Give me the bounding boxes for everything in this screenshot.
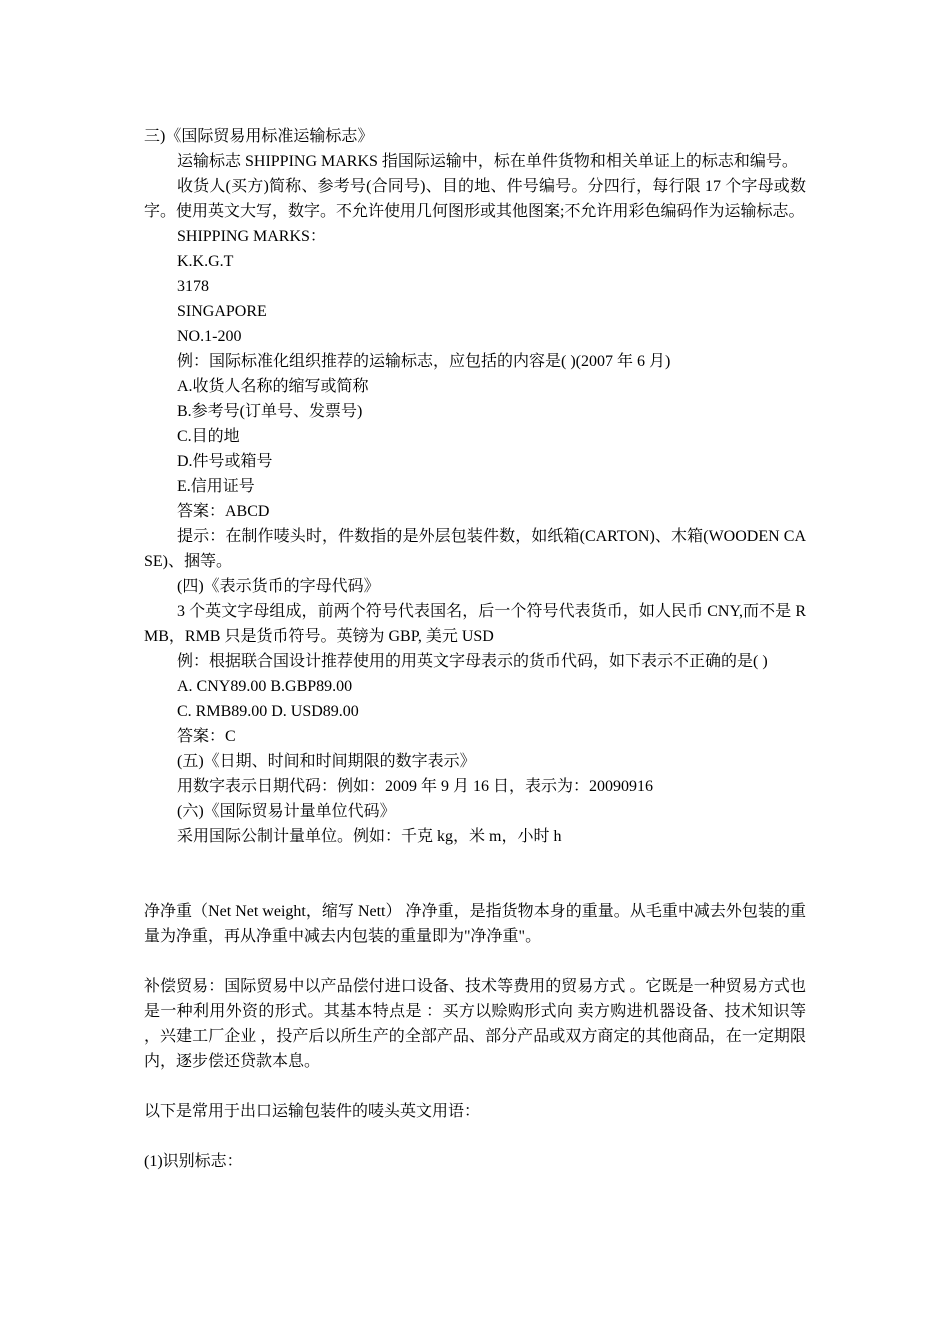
currency-code-description: 3 个英文字母组成，前两个符号代表国名，后一个符号代表货币，如人民币 CNY,而不是 RMB，RMB 只是货币符号。英镑为 GBP, 美元 USD xyxy=(144,603,806,645)
option-a: A.收货人名称的缩写或简称 xyxy=(177,378,369,395)
identification-heading: (1)识别标志： xyxy=(144,1153,243,1170)
marks-line-reference: 3178 xyxy=(177,278,209,295)
spacer xyxy=(144,849,806,899)
marks-line-number: NO.1-200 xyxy=(177,328,242,345)
shipping-marks-rules: 收货人(买方)简称、参考号(合同号)、目的地、件号编号。分四行，每行限 17 个字母或数字。使用英文大写，数字。不允许使用几何图形或其他图案;不允许用彩色编码作为运输标志。 xyxy=(144,178,806,220)
spacer xyxy=(144,1074,806,1099)
document-page xyxy=(144,124,806,1174)
spacer xyxy=(144,1124,806,1149)
currency-answer: 答案：C xyxy=(177,728,236,745)
option-b: B.参考号(订单号、发票号) xyxy=(177,403,363,420)
option-d: D.件号或箱号 xyxy=(177,453,273,470)
date-code-description: 用数字表示日期代码：例如：2009 年 9 月 16 日，表示为：20090916 xyxy=(177,778,654,795)
unit-code-description: 采用国际公制计量单位。例如：千克 kg，米 m，小时 h xyxy=(177,828,562,845)
section4-title: (四)《表示货币的字母代码》 xyxy=(177,578,380,595)
section6-title: (六)《国际贸易计量单位代码》 xyxy=(177,803,396,820)
option-c: C.目的地 xyxy=(177,428,240,445)
answer: 答案：ABCD xyxy=(177,503,270,520)
example-question: 例：国际标准化组织推荐的运输标志，应包括的内容是( )(2007 年 6 月) xyxy=(177,353,671,370)
currency-options-ab: A. CNY89.00 B.GBP89.00 xyxy=(177,678,353,695)
marks-line-consignee: K.K.G.T xyxy=(177,253,234,270)
marks-label: SHIPPING MARKS： xyxy=(177,228,326,245)
tip: 提示：在制作唛头时，件数指的是外层包装件数，如纸箱(CARTON)、木箱(WOODEN CASE)、捆等。 xyxy=(144,528,806,570)
option-e: E.信用证号 xyxy=(177,478,255,495)
shipping-marks-definition: 运输标志 SHIPPING MARKS 指国际运输中，标在单件货物和相关单证上的标志和编号。 xyxy=(177,153,798,170)
spacer xyxy=(144,949,806,974)
marks-intro: 以下是常用于出口运输包装件的唛头英文用语： xyxy=(144,1103,481,1120)
currency-example-question: 例：根据联合国设计推荐使用的用英文字母表示的货币代码，如下表示不正确的是( ) xyxy=(177,653,768,670)
section3-title: 三)《国际贸易用标准运输标志》 xyxy=(144,128,374,145)
section5-title: (五)《日期、时间和时间期限的数字表示》 xyxy=(177,753,476,770)
compensation-trade-paragraph: 补偿贸易：国际贸易中以产品偿付进口设备、技术等费用的贸易方式 。它既是一种贸易方式也是一种利用外资的形式。其基本特点是 ：买方以赊购形式向 卖方购进机器设备、技术知识等 ，兴建工厂企业 ，投产后以所生产的全部产品、部分产品或双方商定的其他商品，在一定期限内，逐步偿还贷款本息。 xyxy=(144,978,806,1070)
net-net-weight-paragraph: 净净重（Net Net weight，缩写 Nett） 净净重，是指货物本身的重量。从毛重中减去外包装的重量为净重，再从净重中减去内包装的重量即为"净净重"。 xyxy=(144,903,806,945)
currency-options-cd: C. RMB89.00 D. USD89.00 xyxy=(177,703,359,720)
marks-line-destination: SINGAPORE xyxy=(177,303,267,320)
